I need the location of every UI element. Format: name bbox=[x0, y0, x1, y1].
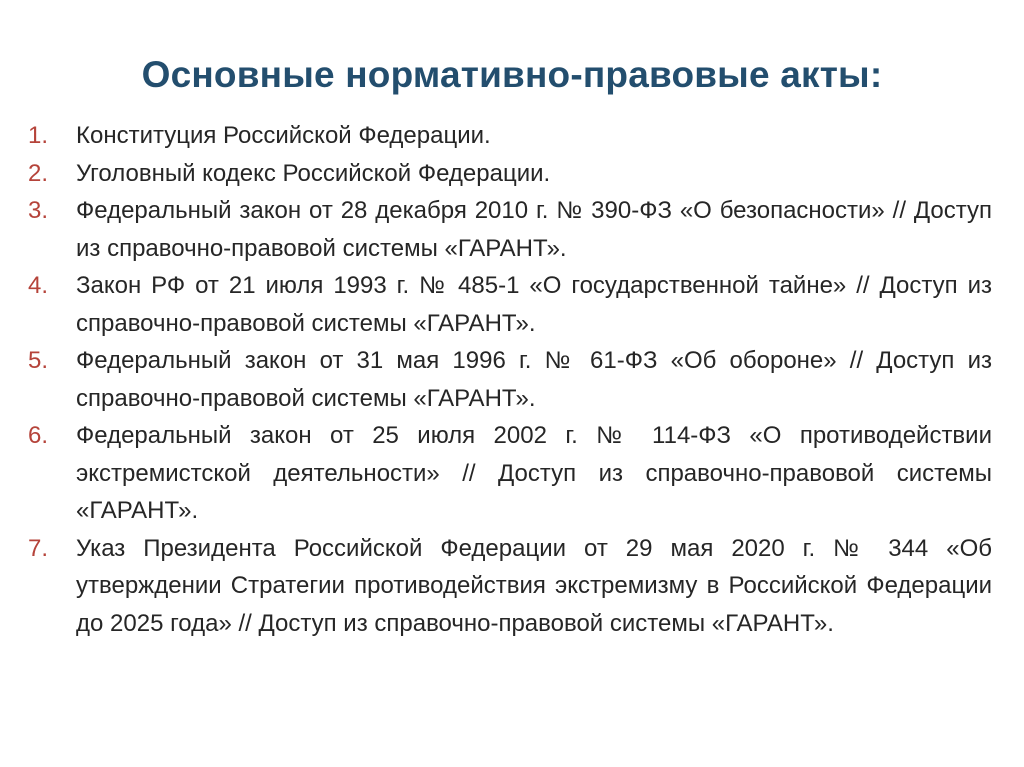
list-item bbox=[28, 192, 992, 267]
list-item bbox=[28, 117, 992, 155]
list-item-number: 5. bbox=[28, 347, 49, 374]
list-item-number: 1. bbox=[28, 122, 49, 149]
list-item bbox=[28, 417, 992, 530]
list-item-number: 4. bbox=[28, 272, 49, 299]
list-item-text: Закон РФ от 21 июля 1993 г. № 485-1 «О государственной тайне» // Доступ из справочно-правовой системы «ГАРАНТ». bbox=[76, 272, 992, 337]
legal-acts-list bbox=[28, 117, 992, 642]
list-item-text: Федеральный закон от 28 декабря 2010 г. № 390-ФЗ «О безопасности» // Доступ из справочно-правовой системы «ГАРАНТ». bbox=[76, 197, 992, 262]
list-item bbox=[28, 267, 992, 342]
list-item-number: 3. bbox=[28, 197, 49, 224]
list-item bbox=[28, 155, 992, 193]
list-item bbox=[28, 342, 992, 417]
list-item-text: Федеральный закон от 25 июля 2002 г. № 114-ФЗ «О противодействии экстремистской деятельности» // Доступ из справочно-правовой системы «ГАРАНТ». bbox=[76, 422, 992, 524]
list-item bbox=[28, 530, 992, 643]
list-item-text: Конституция Российской Федерации. bbox=[76, 122, 491, 149]
list-item-number: 2. bbox=[28, 159, 49, 187]
list-item-text: Федеральный закон от 31 мая 1996 г. № 61-ФЗ «Об обороне» // Доступ из справочно-правовой системы «ГАРАНТ». bbox=[76, 347, 992, 412]
list-item-text: Указ Президента Российской Федерации от 29 мая 2020 г. № 344 «Об утверждении Стратегии противодействия экстремизму в Российской Федерации до 2025 года» // Доступ из справочно-правовой системы «ГАРАНТ». bbox=[76, 534, 992, 637]
list-item-number: 6. bbox=[28, 422, 49, 449]
list-item-text: Уголовный кодекс Российской Федерации. bbox=[76, 159, 551, 187]
list-item-number: 7. bbox=[28, 534, 49, 562]
slide-title: Основные нормативно-правовые акты: bbox=[141, 54, 883, 95]
